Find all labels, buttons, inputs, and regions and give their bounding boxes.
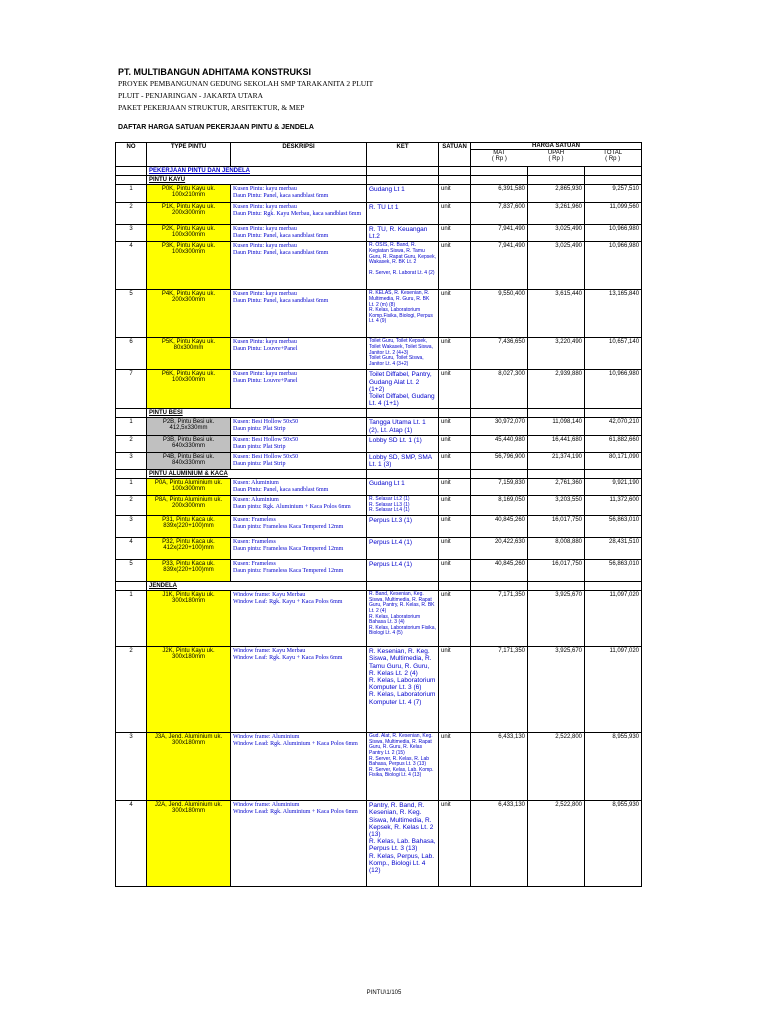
group-blank	[528, 176, 585, 185]
row-satuan: unit	[439, 647, 471, 733]
row-no: 4	[116, 242, 147, 290]
row-description: Kusen: Besi Hollow 50x50 Daun pintu: Plat Strip	[231, 418, 367, 435]
row-total: 61,882,660	[585, 435, 642, 452]
row-no: 5	[116, 290, 147, 338]
row-upah: 3,925,670	[528, 591, 585, 647]
row-satuan: unit	[439, 801, 471, 887]
group-no	[116, 582, 147, 591]
row-type: P6K, Pintu Kayu uk. 100x300mm	[147, 370, 231, 409]
row-no: 3	[116, 733, 147, 801]
group-no	[116, 176, 147, 185]
page-footer: PINTU\1/105	[366, 990, 402, 996]
col-upah-rp: ( Rp )	[548, 156, 564, 162]
table-row	[116, 538, 642, 560]
row-mat: 6,433,130	[471, 733, 528, 801]
row-total: 8,955,930	[585, 733, 642, 801]
row-upah: 11,098,140	[528, 418, 585, 435]
row-upah: 21,374,190	[528, 452, 585, 469]
col-ket: KET	[367, 143, 439, 167]
row-mat: 9,550,400	[471, 290, 528, 338]
table-row	[116, 452, 642, 469]
section-blank	[471, 167, 528, 176]
group-blank	[367, 176, 439, 185]
row-description: Kusen Pintu: kayu merbau Daun Pintu: Panel, kaca sandblast 6mm	[231, 290, 367, 338]
row-upah: 16,017,750	[528, 516, 585, 538]
row-type: P33, Pintu Kaca uk. 839x(220+100)mm	[147, 560, 231, 582]
row-satuan: unit	[439, 560, 471, 582]
row-no: 1	[116, 418, 147, 435]
row-description: Kusen: Aluminium Daun pintu: Rgk. Aluminium + Kaca Polos 6mm	[231, 496, 367, 516]
row-total: 9,257,510	[585, 185, 642, 203]
row-mat: 7,436,650	[471, 338, 528, 370]
row-total: 11,097,020	[585, 647, 642, 733]
row-satuan: unit	[439, 338, 471, 370]
group-blank	[439, 582, 471, 591]
row-upah: 3,220,490	[528, 338, 585, 370]
section-blank	[439, 167, 471, 176]
section-row	[116, 167, 642, 176]
table-row	[116, 418, 642, 435]
table-row	[116, 338, 642, 370]
row-type: P0A, Pintu Aluminium uk. 100x300mm	[147, 479, 231, 496]
table-row	[116, 242, 642, 290]
row-description: Kusen Pintu: kayu merbau Daun Pintu: Panel, kaca sandblast 6mm	[231, 242, 367, 290]
row-type: P8A, Pintu Aluminium uk. 200x300mm	[147, 496, 231, 516]
row-description: Kusen Pintu: kayu merbau Daun Pintu: Louvre+Panel	[231, 338, 367, 370]
row-upah: 3,025,490	[528, 225, 585, 242]
row-total: 9,921,190	[585, 479, 642, 496]
row-no: 2	[116, 496, 147, 516]
group-blank	[471, 582, 528, 591]
row-keterangan: Toilet Guru, Toilet Kepsek, Toilet Wakasek, Toilet Siswa, Janitor Lt. 2 (4+3) Toilet Guru, Toilet Siswa, Janitor Lt. 4 (3+2)	[367, 338, 439, 370]
row-upah: 16,441,680	[528, 435, 585, 452]
row-keterangan: R. Kesenian, R. Keg. Siswa, Multimedia, R. Tamu Guru, R. Guru, R. Kelas Lt. 2 (4) R. Kelas, Laboratorium Komputer Lt. 3 (6) R. Kelas, Laboratorium Komputer Lt. 4 (7)	[367, 647, 439, 733]
group-title	[147, 582, 367, 591]
row-description: Kusen: Frameless Daun pintu: Frameless Kaca Tempered 12mm	[231, 538, 367, 560]
col-upah	[528, 150, 585, 162]
row-keterangan: R. OSIS, R. Band, R. Kegiatan Siswa, R. Tamu Guru, R. Rapat Guru, Kepsek, Wakasek, R. BK Lt. 2 R. Server, R. Laborat Lt. 4 (2)	[367, 242, 439, 290]
row-satuan: unit	[439, 538, 471, 560]
project-line-1: PROYEK PEMBANGUNAN GEDUNG SEKOLAH SMP TARAKANITA 2 PLUIT	[118, 79, 374, 88]
group-title-text: PINTU BESI	[149, 410, 183, 417]
row-keterangan: Pantry, R. Band, R. Kesenian, R. Keg. Siswa, Multimedia, R. Kepsek, R. Kelas Lt. 2 (13) R. Kelas, Lab. Bahasa, Perpus Lt. 3 (13) R. Kelas, Perpus, Lab. Komp., Biologi Lt. 4 (12)	[367, 801, 439, 887]
row-mat: 45,440,980	[471, 435, 528, 452]
row-keterangan: R. Band, Kesenian, Keg. Siswa, Multimedia, R. Rapat Guru, Pantry, R. Kelas, R. BK Lt. 2 (4) R. Kelas, Laboratorium Bahasa Lt. 3 (4) R. Kelas, Laboratorium Fisika, Biologi Lt. 4 (5)	[367, 591, 439, 647]
col-upah-label: UPAH	[547, 150, 565, 156]
col-harga-label: HARGA SATUAN	[471, 143, 641, 150]
row-satuan: unit	[439, 370, 471, 409]
row-total: 56,863,010	[585, 516, 642, 538]
group-no	[116, 470, 147, 479]
row-upah: 3,261,960	[528, 203, 585, 225]
row-upah: 3,615,440	[528, 290, 585, 338]
row-mat: 7,837,600	[471, 203, 528, 225]
row-description: Window frame: Kayu Merbau Window Leaf: Rgk. Kayu + Kaca Polos 6mm	[231, 591, 367, 647]
row-type: J3A, Jend. Aluminium uk. 300x180mm	[147, 733, 231, 801]
row-mat: 7,941,490	[471, 225, 528, 242]
row-type: P4B, Pintu Besi uk. 840x330mm	[147, 452, 231, 469]
row-keterangan: Lobby SD Lt. 1 (1)	[367, 435, 439, 452]
row-type: P32, Pintu Kaca uk. 412x(220+100)mm	[147, 538, 231, 560]
table-row	[116, 647, 642, 733]
row-satuan: unit	[439, 591, 471, 647]
row-upah: 3,203,550	[528, 496, 585, 516]
group-blank	[367, 470, 439, 479]
row-upah: 2,865,930	[528, 185, 585, 203]
group-title	[147, 176, 367, 185]
row-satuan: unit	[439, 203, 471, 225]
row-satuan: unit	[439, 418, 471, 435]
row-description: Kusen: Besi Hollow 50x50 Daun pintu: Plat Strip	[231, 452, 367, 469]
group-blank	[585, 470, 642, 479]
company-name: PT. MULTIBANGUN ADHITAMA KONSTRUKSI	[118, 67, 311, 77]
row-keterangan: Perpus Lt.4 (1)	[367, 538, 439, 560]
project-line-3: PAKET PEKERJAAN STRUKTUR, ARSITEKTUR, & MEP	[118, 103, 305, 112]
row-total: 11,097,020	[585, 591, 642, 647]
row-type: P3K, Pintu Kayu uk. 100x300mm	[147, 242, 231, 290]
row-no: 6	[116, 338, 147, 370]
row-type: P2B, Pintu Besi uk. 412,5x330mm	[147, 418, 231, 435]
row-satuan: unit	[439, 242, 471, 290]
row-upah: 8,008,880	[528, 538, 585, 560]
row-upah: 2,761,360	[528, 479, 585, 496]
row-no: 1	[116, 591, 147, 647]
row-mat: 56,796,900	[471, 452, 528, 469]
row-mat: 7,159,830	[471, 479, 528, 496]
row-keterangan: Toilet Diffabel, Pantry, Gudang Alat Lt. 2 (1+2) Toilet Diffabel, Gudang Lt. 4 (1+1)	[367, 370, 439, 409]
row-no: 3	[116, 452, 147, 469]
row-type: P31, Pintu Kaca uk. 839x(220+100)mm	[147, 516, 231, 538]
row-no: 1	[116, 185, 147, 203]
row-total: 11,372,600	[585, 496, 642, 516]
row-upah: 2,522,800	[528, 801, 585, 887]
row-keterangan: Gud. Alat, R. Kesenian, Keg. Siswa, Multimedia, R. Rapat Guru, R. Guru, R. Kelas Pantry Lt. 2 (15) R. Server, R. Kelas, R. Lab Bahasa, Perpus Lt. 3 (13) R. Server, Kelas, Lab. Komp. Fisika, Biologi Lt. 4 (13)	[367, 733, 439, 801]
row-type: P5K, Pintu Kayu uk. 80x300mm	[147, 338, 231, 370]
row-keterangan: Perpus Lt.3 (1)	[367, 516, 439, 538]
row-keterangan: Gudang Lt 1	[367, 479, 439, 496]
row-description: Kusen Pintu: kayu merbau Daun Pintu: Panel, kaca sandblast 6mm	[231, 185, 367, 203]
table-row	[116, 591, 642, 647]
row-upah: 16,017,750	[528, 560, 585, 582]
row-mat: 30,972,070	[471, 418, 528, 435]
row-keterangan: Tangga Utama Lt. 1 (2), Lt. Atap (1)	[367, 418, 439, 435]
row-no: 3	[116, 516, 147, 538]
row-total: 28,431,510	[585, 538, 642, 560]
row-type: P3B, Pintu Besi uk. 640x330mm	[147, 435, 231, 452]
row-total: 11,099,560	[585, 203, 642, 225]
row-total: 10,966,980	[585, 370, 642, 409]
price-table-body	[116, 143, 642, 887]
table-row	[116, 435, 642, 452]
row-upah: 3,025,490	[528, 242, 585, 290]
row-type: J2K, Pintu Kayu uk. 300x180mm	[147, 647, 231, 733]
document-header	[118, 66, 373, 114]
group-no	[116, 409, 147, 418]
row-total: 13,165,840	[585, 290, 642, 338]
row-type: J1K, Pintu Kayu uk. 300x180mm	[147, 591, 231, 647]
row-description: Window frame: Kayu Merbau Window Leaf: Rgk. Kayu + Kaca Polos 6mm	[231, 647, 367, 733]
row-no: 4	[116, 538, 147, 560]
table-row	[116, 203, 642, 225]
col-total	[584, 150, 641, 162]
group-blank	[439, 409, 471, 418]
row-keterangan: R. KELAS, R. Kesenian, R. Multimedia, R. Guru, R. BK Lt. 2 (m) (8) R. Kelas, Laboratorium Komp.Fisika, Biologi, Perpus Lt. 4 (9)	[367, 290, 439, 338]
col-satuan: SATUAN	[439, 143, 471, 167]
section-blank	[367, 167, 439, 176]
group-title-text: PINTU ALUMINIUM & KACA	[149, 471, 228, 478]
document-title: DAFTAR HARGA SATUAN PEKERJAAN PINTU & JENDELA	[118, 124, 314, 131]
group-title	[147, 409, 367, 418]
row-description: Kusen Pintu: kayu merbau Daun Pintu: Louvre+Panel	[231, 370, 367, 409]
row-no: 5	[116, 560, 147, 582]
row-mat: 8,169,050	[471, 496, 528, 516]
table-row	[116, 801, 642, 887]
section-blank	[528, 167, 585, 176]
row-keterangan: Lobby SD, SMP, SMA Lt. 1 (3)	[367, 452, 439, 469]
row-mat: 40,845,260	[471, 516, 528, 538]
table-row	[116, 185, 642, 203]
row-satuan: unit	[439, 185, 471, 203]
table-row	[116, 560, 642, 582]
row-satuan: unit	[439, 435, 471, 452]
group-title-text: PINTU KAYU	[149, 177, 186, 183]
row-mat: 7,941,490	[471, 242, 528, 290]
row-description: Kusen: Frameless Daun pintu: Frameless Kaca Tempered 12mm	[231, 560, 367, 582]
row-mat: 40,845,260	[471, 560, 528, 582]
row-no: 3	[116, 225, 147, 242]
group-row	[116, 176, 642, 185]
col-no: NO	[116, 143, 147, 167]
row-satuan: unit	[439, 290, 471, 338]
row-description: Kusen Pintu: kayu merbau Daun Pintu: Rgk. Kayu Merbau, kaca sandblast 6mm	[231, 203, 367, 225]
row-mat: 20,422,630	[471, 538, 528, 560]
row-upah: 3,925,670	[528, 647, 585, 733]
group-blank	[439, 470, 471, 479]
table-row	[116, 225, 642, 242]
row-type: P1K, Pintu Kayu uk. 200x300mm	[147, 203, 231, 225]
col-harga-sub	[471, 150, 641, 162]
group-blank	[367, 582, 439, 591]
row-total: 10,657,140	[585, 338, 642, 370]
row-description: Kusen Pintu: kayu merbau Daun Pintu: Panel, kaca sandblast 6mm	[231, 225, 367, 242]
row-keterangan: Gudang Lt 1	[367, 185, 439, 203]
row-mat: 6,433,130	[471, 801, 528, 887]
section-no	[116, 167, 147, 176]
row-keterangan: R. TU Lt 1	[367, 203, 439, 225]
group-title-text: JENDELA	[149, 583, 178, 590]
table-row	[116, 370, 642, 409]
header-row	[116, 143, 642, 167]
col-type: TYPE PINTU	[147, 143, 231, 167]
row-upah: 2,939,880	[528, 370, 585, 409]
row-type: P4K, Pintu Kayu uk. 200x300mm	[147, 290, 231, 338]
row-satuan: unit	[439, 225, 471, 242]
table-row	[116, 733, 642, 801]
col-total-label: TOTAL	[603, 150, 623, 156]
row-satuan: unit	[439, 733, 471, 801]
col-harga	[471, 143, 642, 167]
group-blank	[585, 582, 642, 591]
row-no: 2	[116, 647, 147, 733]
row-total: 8,955,930	[585, 801, 642, 887]
row-type: J2A, Jend. Aluminium uk. 300x180mm	[147, 801, 231, 887]
row-no: 2	[116, 203, 147, 225]
group-title	[147, 470, 367, 479]
group-row	[116, 582, 642, 591]
group-blank	[367, 409, 439, 418]
table-row	[116, 496, 642, 516]
group-blank	[528, 470, 585, 479]
row-total: 56,863,010	[585, 560, 642, 582]
row-mat: 7,171,350	[471, 647, 528, 733]
price-table	[115, 142, 642, 887]
group-row	[116, 409, 642, 418]
row-total: 42,070,210	[585, 418, 642, 435]
group-blank	[528, 582, 585, 591]
col-mat	[471, 150, 528, 162]
group-blank	[585, 176, 642, 185]
row-satuan: unit	[439, 516, 471, 538]
row-description: Kusen: Besi Hollow 50x50 Daun pintu: Plat Strip	[231, 435, 367, 452]
row-keterangan: R. TU, R. Keuangan Lt.2	[367, 225, 439, 242]
table-row	[116, 516, 642, 538]
row-type: P2K, Pintu Kayu uk. 100x300mm	[147, 225, 231, 242]
row-description: Window frame: Aluminium Window Lead: Rgk. Aluminium + Kaca Polos 6mm	[231, 733, 367, 801]
row-no: 7	[116, 370, 147, 409]
col-mat-rp: ( Rp )	[491, 156, 507, 162]
group-row	[116, 470, 642, 479]
row-keterangan: R. Selasar Lt.2 (1) R. Selasar LL3 (1) R. Selasar Lt.4 (1)	[367, 496, 439, 516]
group-blank	[471, 409, 528, 418]
group-blank	[439, 176, 471, 185]
col-mat-label: MAT	[493, 150, 506, 156]
group-blank	[471, 176, 528, 185]
row-total: 10,966,980	[585, 242, 642, 290]
col-total-rp: ( Rp )	[605, 156, 621, 162]
section-title-text: PEKERJAAN PINTU DAN JENDELA	[149, 168, 251, 174]
table-row	[116, 479, 642, 496]
section-blank	[585, 167, 642, 176]
row-type: P0K, Pintu Kayu uk. 100x210mm	[147, 185, 231, 203]
section-title	[147, 167, 367, 176]
row-description: Kusen: Frameless Daun pintu: Frameless Kaca Tempered 12mm	[231, 516, 367, 538]
table-row	[116, 290, 642, 338]
row-mat: 8,027,300	[471, 370, 528, 409]
group-blank	[528, 409, 585, 418]
row-mat: 6,391,580	[471, 185, 528, 203]
row-keterangan: Perpus Lt.4 (1)	[367, 560, 439, 582]
group-blank	[585, 409, 642, 418]
row-total: 80,171,090	[585, 452, 642, 469]
row-description: Window frame: Aluminium Window Lead: Rgk. Aluminium + Kaca Polos 6mm	[231, 801, 367, 887]
row-no: 4	[116, 801, 147, 887]
row-total: 10,966,980	[585, 225, 642, 242]
row-mat: 7,171,350	[471, 591, 528, 647]
row-description: Kusen: Aluminium Daun Pintu: Panel, kaca sandblast 6mm	[231, 479, 367, 496]
group-blank	[471, 470, 528, 479]
row-upah: 2,522,800	[528, 733, 585, 801]
row-satuan: unit	[439, 452, 471, 469]
row-no: 2	[116, 435, 147, 452]
project-line-2: PLUIT - PENJARINGAN - JAKARTA UTARA	[118, 91, 264, 100]
row-satuan: unit	[439, 479, 471, 496]
col-desc: DESKRIPSI	[231, 143, 367, 167]
row-satuan: unit	[439, 496, 471, 516]
row-no: 1	[116, 479, 147, 496]
